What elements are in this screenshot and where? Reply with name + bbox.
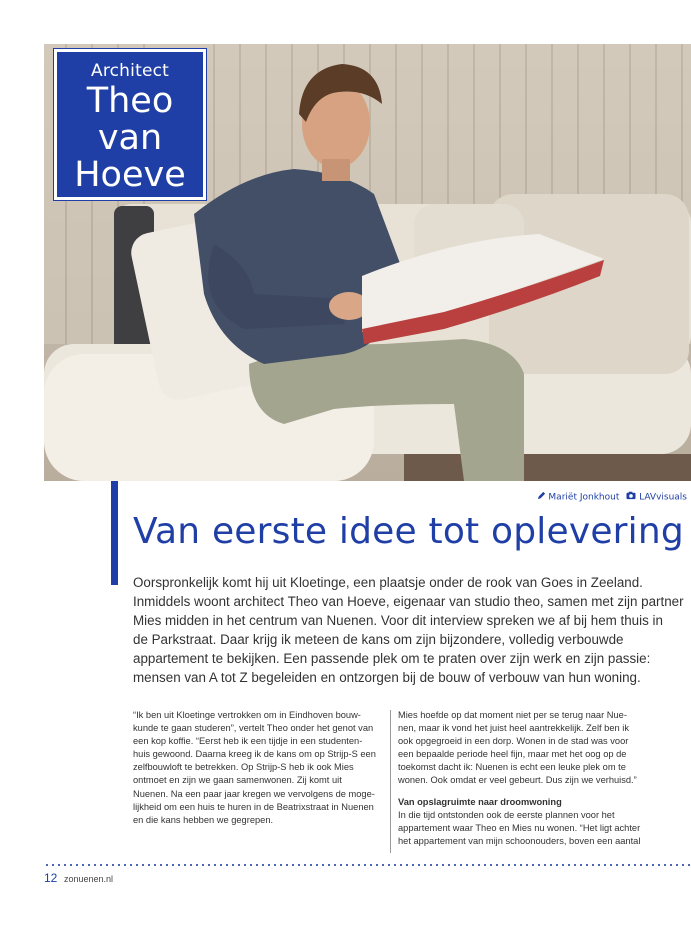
body-line: Nuenen. Na een paar jaar kregen we vervolgens de moge- (133, 788, 375, 799)
body-line: nen, maar ik vond het juist heel aantrekkelijk. Zelf ben ik (398, 723, 629, 734)
body-line: wonen. Ook omdat er veel gebeurt. Dus zijn we verhuisd.” (398, 775, 637, 786)
headline-accent-bar (111, 481, 118, 585)
badge-name-line2: van (97, 118, 163, 158)
footer-dotted-rule (44, 864, 691, 866)
intro-line: de Parkstraat. Daar krijg ik meteen de kans om zijn bijzondere, volledig verbouwde (133, 632, 624, 647)
body-line: een bepaalde periode heel fijn, maar met het oog op de (398, 749, 627, 760)
article-intro (133, 573, 684, 687)
body-line: en die kans hebben we gegrepen. (133, 814, 274, 825)
body-line: lijkheid om een huis te huren in de Beatrixstraat in Nuenen (133, 801, 374, 812)
intro-line: appartement te bekijken. Een passende plek om te praten over zijn werk en zijn passie: (133, 651, 651, 666)
intro-line: Inmiddels woont architect Theo van Hoeve, eigenaar van studio theo, samen met zijn partner (133, 594, 684, 609)
body-column-right (398, 709, 650, 848)
column-divider (390, 710, 391, 853)
intro-line: Oorspronkelijk komt hij uit Kloetinge, een plaatsje onder de rook van Goes in Zeeland. (133, 575, 643, 590)
page-number: 12 (44, 871, 58, 885)
camera-icon (626, 491, 636, 500)
person-neck (322, 159, 350, 181)
body-line: appartement waar Theo en Mies nu wonen. “Het ligt achter (398, 822, 641, 833)
body-line: “Ik ben uit Kloetinge vertrokken om in Eindhoven bouw- (133, 710, 361, 720)
body-line: In die tijd ontstonden ook de eerste plannen voor het (398, 809, 615, 820)
photo-credit: LAVvisuals (639, 492, 687, 503)
body-line: het appartement van mijn schoonouders, boven een aantal (398, 835, 641, 846)
intro-line: mensen van A tot Z begeleiden en ontzorgen bij de bouw of verbouw van hun woning. (133, 670, 641, 685)
footer-site: zonuenen.nl (64, 874, 114, 884)
body-line: Mies hoefde op dat moment niet per se terug naar Nue- (398, 710, 627, 720)
intro-line: Mies midden in het centrum van Nuenen. Voor dit interview spreken we af bij hem thuis in (133, 613, 663, 628)
badge-name-line1: Theo (86, 81, 174, 121)
body-line: kunde te gaan studeren”, vertelt Theo onder het genot van (133, 723, 374, 734)
badge-role: Architect (90, 61, 170, 81)
section-subheading: Van opslagruimte naar droomwoning (398, 796, 562, 807)
body-line: huis gewoond. Daarna kreeg ik de kans om op Strijp-S een (133, 749, 376, 760)
writer-credit: Mariët Jonkhout (548, 492, 620, 503)
body-line: zelfbouwloft te betrekken. Op Strijp-S heb ik ook Mies (133, 762, 354, 773)
article-headline: Van eerste idee tot oplevering (133, 511, 684, 552)
badge-name-line3: Hoeve (74, 155, 186, 195)
floor (404, 454, 691, 481)
body-line: een kop koffie. “Eerst heb ik een tijdje in een studenten- (133, 736, 363, 747)
name-badge (54, 49, 206, 200)
body-column-left (133, 709, 385, 827)
article-credits (537, 491, 687, 503)
body-line: toekomst dacht ik: Nuenen is echt een leuke plek om te (398, 762, 626, 773)
body-line: ontmoet en zijn we gaan samenwonen. Zij komt uit (133, 775, 342, 786)
pen-icon (537, 491, 546, 500)
body-line: ook opgegroeid in een dorp. Wonen in de stad was voor (398, 736, 629, 747)
